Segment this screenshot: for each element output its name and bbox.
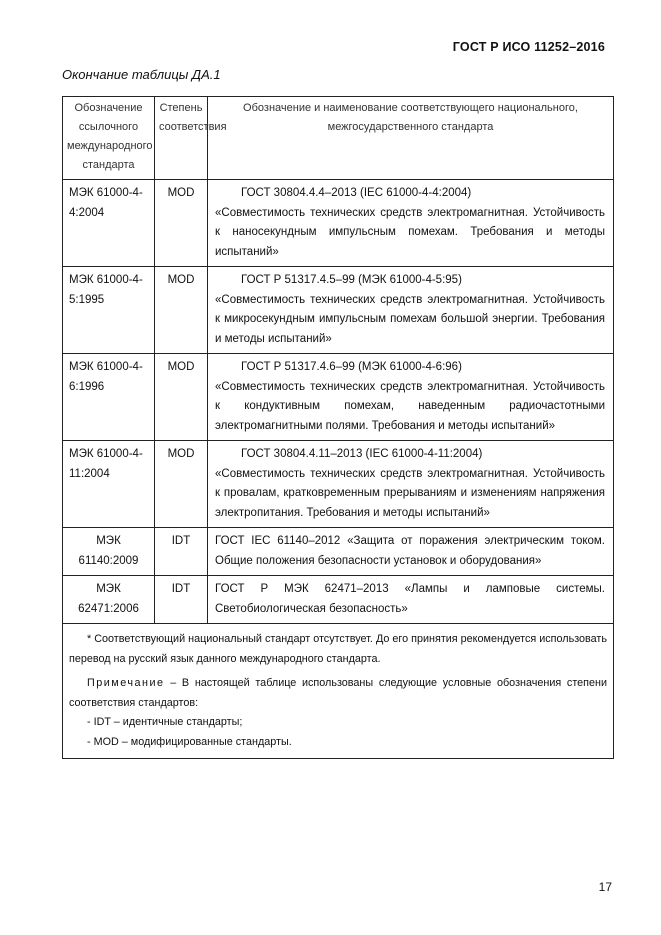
table-notes	[63, 624, 614, 759]
national-standard-code: ГОСТ Р МЭК 62471–2013	[215, 583, 389, 595]
note-item: - IDT – идентичные стандарты;	[87, 716, 243, 728]
international-standard-code: МЭК 61000-4-11:2004	[63, 441, 155, 528]
national-standard-description	[208, 180, 614, 267]
note-text: – В настоящей таблице использованы следующие условные обозначения степени соответствия стандартов:	[69, 677, 607, 709]
table-row	[63, 576, 614, 624]
note-paragraph	[69, 674, 607, 713]
document-code-header: ГОСТ Р ИСО 11252–2016	[452, 40, 605, 54]
national-standard-code: ГОСТ Р 51317.4.6–99 (МЭК 61000-4-6:96)	[241, 361, 462, 373]
table-row	[63, 267, 614, 354]
table-notes-row	[63, 624, 614, 759]
standards-table	[62, 96, 614, 759]
conformity-degree: IDT	[155, 576, 208, 624]
national-standard-code: ГОСТ Р 51317.4.5–99 (МЭК 61000-4-5:95)	[241, 274, 462, 286]
table-row	[63, 180, 614, 267]
national-standard-title: «Совместимость технических средств электромагнитная. Устойчивость к провалам, кратковременным прерываниям и изменениям напряжения электропитания. Требования и методы испытаний»	[215, 467, 605, 519]
national-standard-code: ГОСТ 30804.4.11–2013 (IEC 61000-4-11:2004)	[241, 448, 483, 460]
conformity-degree: MOD	[155, 354, 208, 441]
national-standard-title: «Совместимость технических средств электромагнитная. Устойчивость к микросекундным импульсным помехам большой энергии. Требования и методы испытаний»	[215, 293, 605, 345]
note-label: Примечание	[87, 677, 165, 689]
footnote: * Соответствующий национальный стандарт отсутствует. До его принятия рекомендуется использовать перевод на русский язык данного международного стандарта.	[69, 633, 607, 665]
national-standard-description	[208, 528, 614, 576]
table-caption: Окончание таблицы ДА.1	[62, 67, 221, 82]
national-standard-code: ГОСТ 30804.4.4–2013 (IEC 61000-4-4:2004)	[241, 187, 472, 199]
international-standard-code: МЭК 61000-4-5:1995	[63, 267, 155, 354]
table-header-row	[63, 97, 614, 180]
national-standard-title: «Совместимость технических средств электромагнитная. Устойчивость к наносекундным импульсным помехам. Требования и методы испытаний»	[215, 206, 605, 258]
international-standard-code: МЭК 61140:2009	[63, 528, 155, 576]
conformity-degree: MOD	[155, 180, 208, 267]
national-standard-title: «Совместимость технических средств электромагнитная. Устойчивость к кондуктивным помехам, наведенным радиочастотными электромагнитными полями. Требования и методы испытаний»	[215, 380, 605, 432]
note-item: - MOD – модифицированные стандарты.	[87, 735, 292, 748]
table-row	[63, 528, 614, 576]
conformity-degree: MOD	[155, 441, 208, 528]
conformity-degree: IDT	[155, 528, 208, 576]
national-standard-description	[208, 354, 614, 441]
conformity-degree: MOD	[155, 267, 208, 354]
international-standard-code: МЭК 61000-4-4:2004	[63, 180, 155, 267]
header-conformity-degree: Степень соответствия	[155, 97, 208, 180]
national-standard-code: ГОСТ IEC 61140–2012	[215, 535, 341, 547]
national-standard-title: «Лампы и ламповые системы. Светобиологическая безопасность»	[215, 583, 605, 615]
header-international-standard: Обозначение ссылочного международного стандарта	[63, 97, 155, 180]
table-row	[63, 354, 614, 441]
header-national-standard: Обозначение и наименование соответствующего национального, межгосударственного стандарта	[208, 97, 614, 180]
page-number: 17	[598, 880, 612, 894]
international-standard-code: МЭК 61000-4-6:1996	[63, 354, 155, 441]
international-standard-code: МЭК 62471:2006	[63, 576, 155, 624]
national-standard-description	[208, 576, 614, 624]
national-standard-title: «Защита от поражения электрическим током. Общие положения безопасности установок и оборудования»	[215, 535, 606, 567]
table-row	[63, 441, 614, 528]
national-standard-description	[208, 441, 614, 528]
national-standard-description	[208, 267, 614, 354]
